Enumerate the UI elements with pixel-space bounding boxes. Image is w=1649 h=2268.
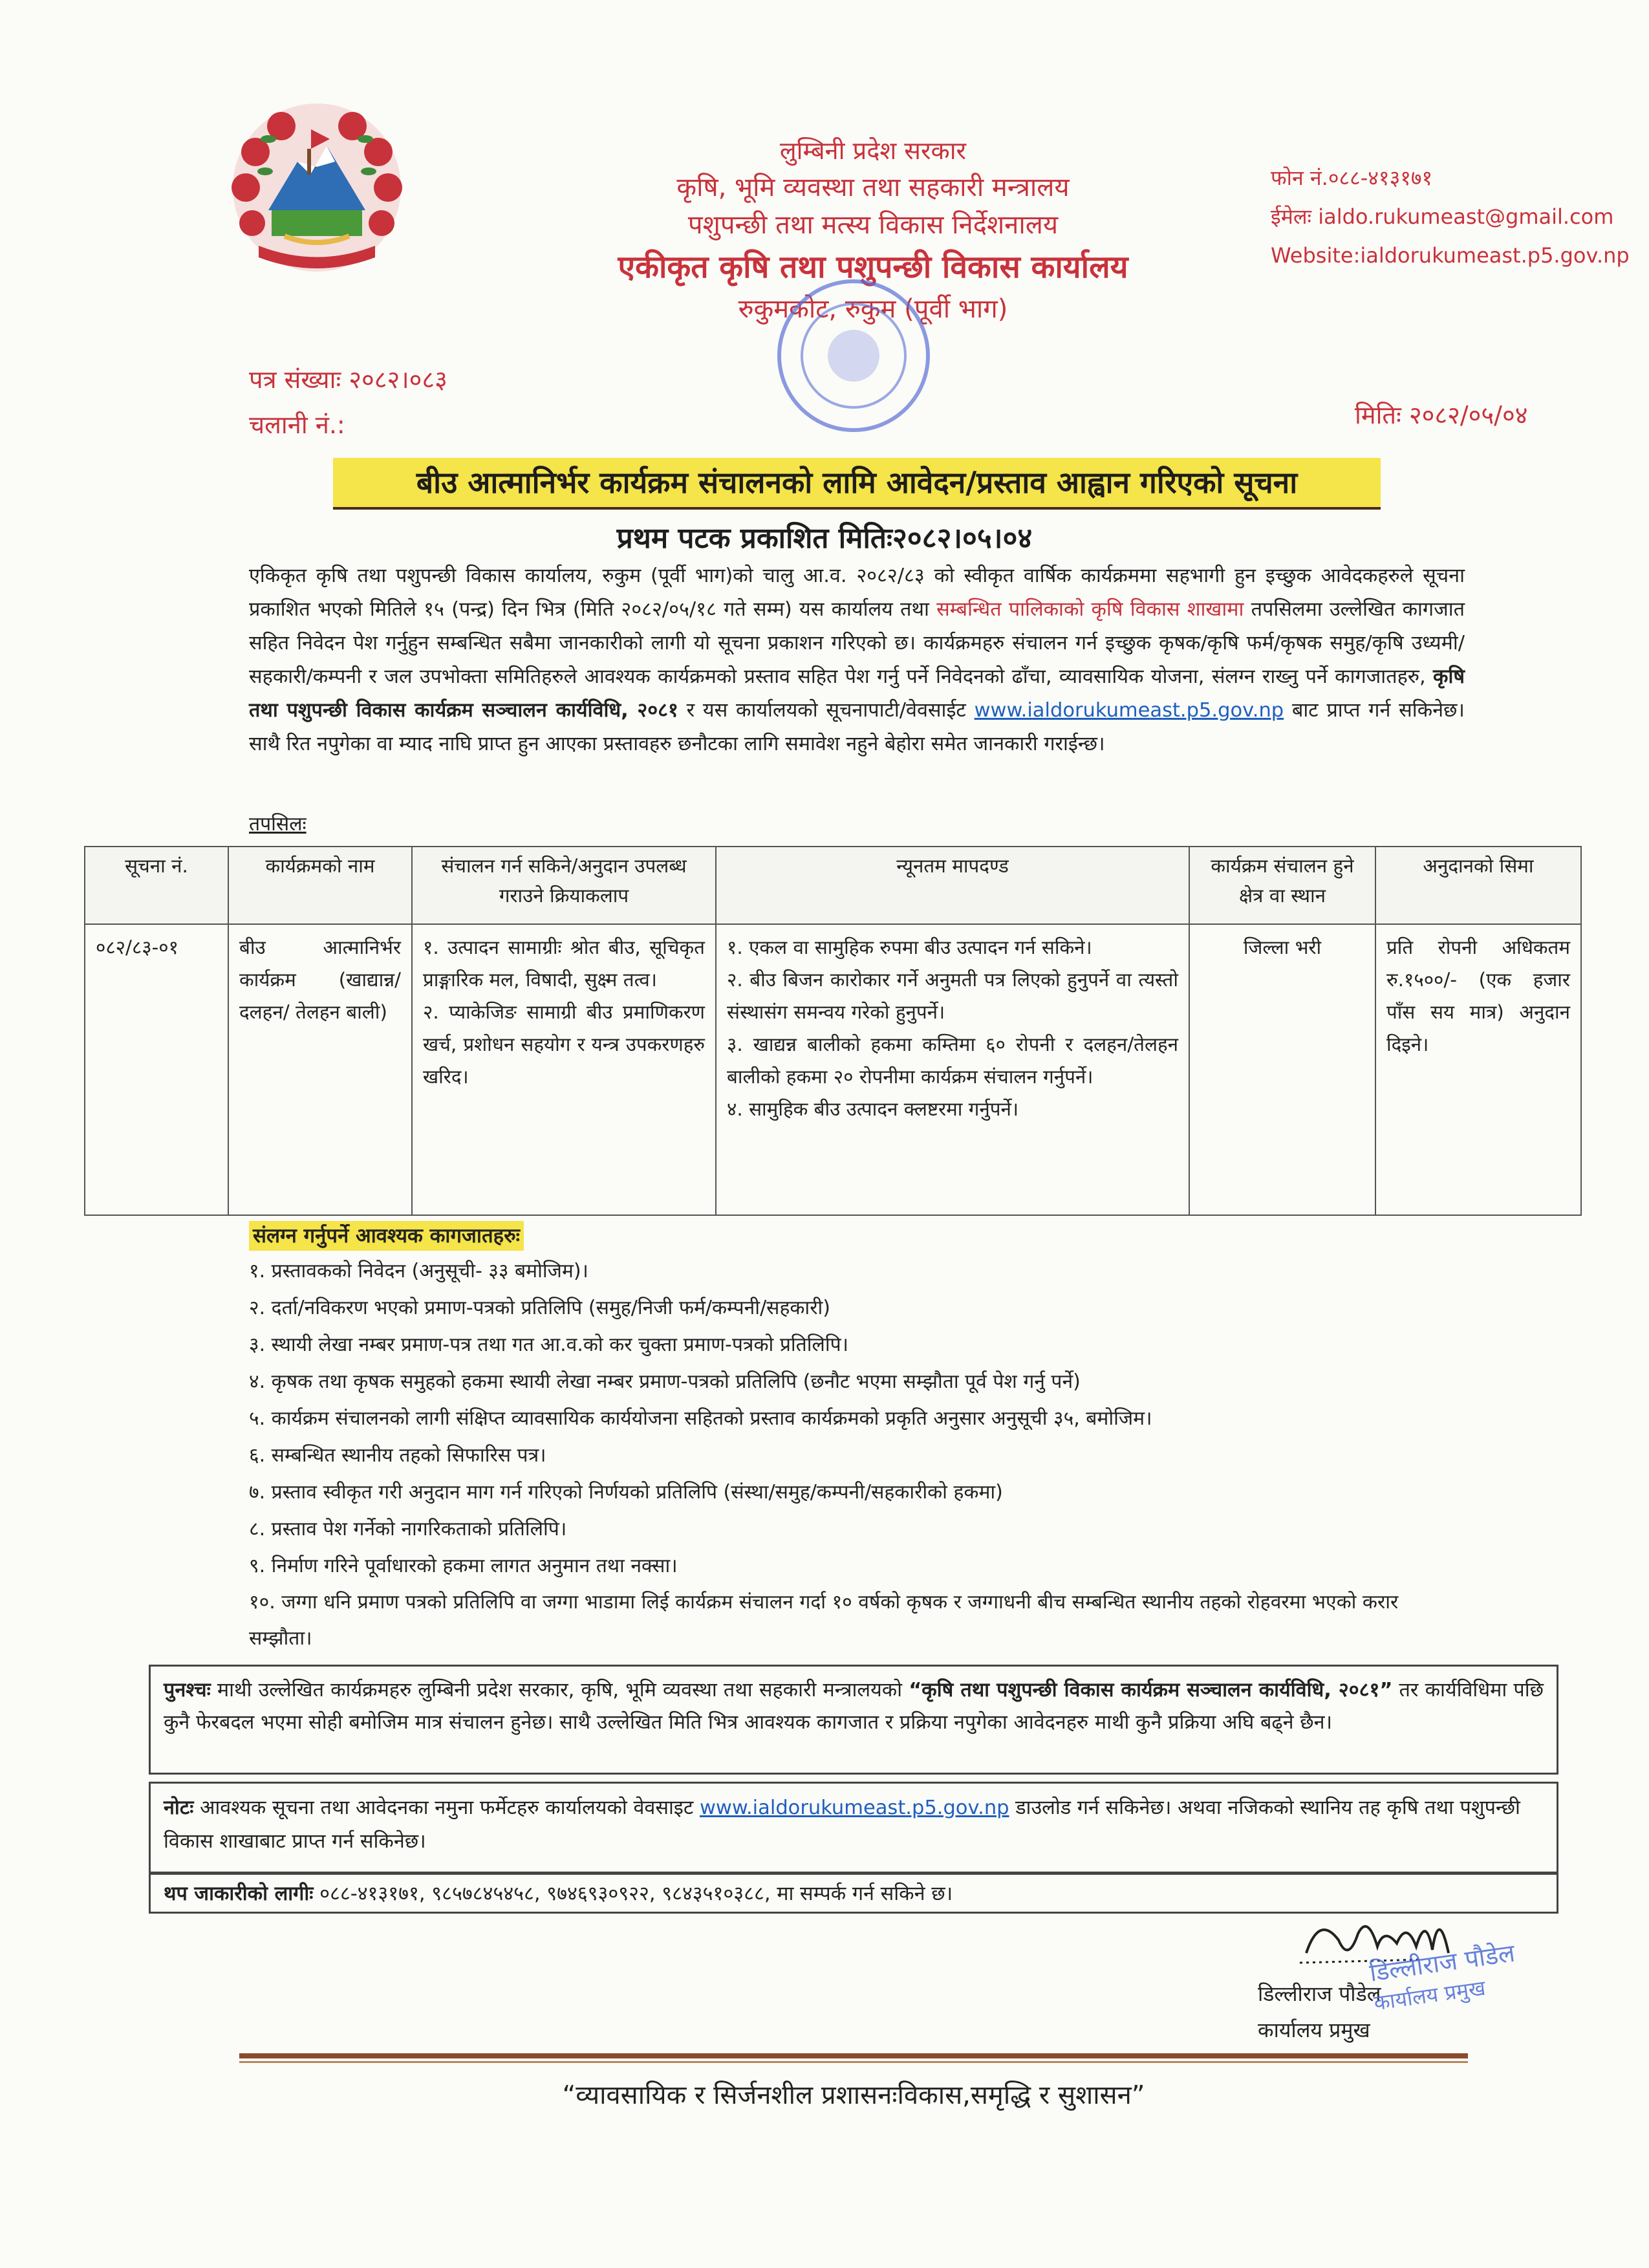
note-label: नोटः [164, 1797, 194, 1819]
letter-date: मितिः २०८२/०५/०४ [1355, 401, 1528, 429]
stamp-name: डिल्लीराज पौडेल [1368, 1938, 1517, 1987]
activities-cell [412, 924, 716, 1215]
more-info-phones: ०८८-४१३१७१, ९८५७८४५४५८, ९७४६९३०९२२, ९८४३५१०३८८, मा सम्पर्क गर्न सकिने छ। [313, 1883, 953, 1905]
table-header: कार्यक्रम संचालन हुने क्षेत्र वा स्थान [1189, 847, 1375, 924]
ministry-name: कृषि, भूमि व्यवस्था तथा सहकारी मन्त्रालय [676, 173, 1070, 202]
postscript-text-bold: “कृषि तथा पशुपन्छी विकास कार्यक्रम सञ्चालन कार्यविधि, २०८१” [909, 1679, 1393, 1701]
note-box [149, 1782, 1558, 1874]
body-text-red: सम्बन्धित पालिकाको कृषि विकास शाखामा [936, 598, 1244, 621]
criteria-cell [716, 924, 1189, 1215]
footer-divider-thin [239, 2061, 1468, 2063]
criteria-item: २. बीउ बिजन कारोकार गर्ने अनुमती पत्र लिएको हुनुपर्ने वा त्यस्तो संस्थासंग समन्वय गरेको हुनुपर्ने। [727, 969, 1178, 1023]
activity-item: १. उत्पादन सामाग्रीः श्रोत बीउ, सूचिकृत प्राङ्गारिक मल, विषादी, सुक्ष्म तत्व। [423, 936, 705, 991]
signatory-block [1258, 1976, 1381, 2048]
list-item: ६. सम्बन्धित स्थानीय तहको सिफारिस पत्र। [249, 1444, 546, 1467]
table-header: सूचना नं. [85, 847, 228, 924]
criteria-item: १. एकल वा सामुहिक रुपमा बीउ उत्पादन गर्न सकिने। [727, 936, 1092, 958]
list-item: ९. निर्माण गरिने पूर्वाधारको हकमा लागत अनुमान तथा नक्सा। [249, 1555, 678, 1577]
email-label: ईमेलः [1271, 204, 1312, 229]
office-location: रुकुमकोट, रुकुम (पूर्वी भाग) [738, 294, 1008, 324]
notice-number-cell: ०८२/८३-०१ [85, 924, 228, 1215]
table-header-row [85, 847, 1581, 924]
list-item: ३. स्थायी लेखा नम्बर प्रमाण-पत्र तथा गत आ.व.को कर चुक्ता प्रमाण-पत्रको प्रतिलिपि। [249, 1334, 849, 1356]
body-text-bold: कृषि तथा पशुपन्छी विकास कार्यक्रम सञ्चालन कार्यविधि, २०८१ [249, 665, 1465, 722]
postscript-label: पुनश्चः [164, 1679, 211, 1701]
contact-block [1271, 158, 1630, 275]
list-item: ५. कार्यक्रम संचालनको लागी संक्षिप्त व्यावसायिक कार्ययोजना सहितको प्रस्ताव कार्यक्रमको प्रकृति अनुसार अनुसूची ३५, बमोजिम। [249, 1407, 1152, 1430]
first-published-date: प्रथम पटक प्रकाशित मितिः२०८२।०५।०४ [616, 522, 1033, 555]
notice-body [249, 559, 1465, 761]
office-seal-stamp [737, 259, 970, 453]
note-text-a: आवश्यक सूचना तथा आवेदनका नमुना फर्मेटहरु कार्यालयको वेवसाइट [193, 1797, 700, 1819]
body-text-a: एकिकृत कृषि तथा पशुपन्छी विकास कार्यालय, रुकुम (पूर्वी भाग)को चालु आ.व. २०८२/८३ को स्वीकृत वार्षिक कार्यक्रममा सहभागी हुन इच्छुक आवेदकहरुले सूचना प्रकाशित भएको मितिले १५ (पन्द्र) दिन भित्र (मिति २०८२/०५/१८ गते सम्म) यस कार्यालय तथा [249, 565, 1465, 621]
directorate-name: पशुपन्छी तथा मत्स्य विकास निर्देशनालय [687, 210, 1059, 240]
signatory-title: कार्यालय प्रमुख [1258, 2018, 1370, 2042]
program-table [84, 846, 1582, 1216]
table-header: संचालन गर्न सकिने/अनुदान उपलब्ध गराउने क्रियाकलाप [412, 847, 716, 924]
list-item: ४. कृषक तथा कृषक समुहको हकमा स्थायी लेखा नम्बर प्रमाण-पत्रको प्रतिलिपि (छनौट भएमा सम्झौता पूर्व पेश गर्नु पर्ने) [249, 1370, 1081, 1393]
signatory-name: डिल्लीराज पौडेल [1258, 1982, 1381, 2006]
criteria-item: ४. सामुहिक बीउ उत्पादन क्लष्टरमा गर्नुपर्ने। [727, 1098, 1019, 1120]
body-website-link[interactable]: www.ialdorukumeast.p5.gov.np [974, 699, 1284, 722]
phone-number: फोन नं.०८८-४१३१७१ [1271, 166, 1433, 190]
activity-item: २. प्याकेजिङ सामाग्री बीउ प्रमाणिकरण खर्च, प्रशोधन सहयोग र यन्त्र उपकरणहरु खरिद। [423, 1001, 705, 1088]
notice-title: बीउ आत्मानिर्भर कार्यक्रम संचालनको लामि आवेदन/प्रस्ताव आह्वान गरिएको सूचना [333, 458, 1381, 510]
area-cell: जिल्ला भरी [1189, 924, 1375, 1215]
stamp-title: कार्यालय प्रमुख [1372, 1975, 1487, 2016]
criteria-item: ३. खाद्यन्न बालीको हकमा कम्तिमा ६० रोपनी र दलहन/तेलहन बालीको हकमा २० रोपनीमा कार्यक्रम संचालन गर्नुपर्ने। [727, 1033, 1178, 1088]
list-item: ७. प्रस्ताव स्वीकृत गरी अनुदान माग गर्न गरिएको निर्णयको प्रतिलिपि (संस्था/समुह/कम्पनी/सहकारीको हकमा) [249, 1481, 1003, 1504]
note-website-link[interactable]: www.ialdorukumeast.p5.gov.np [699, 1797, 1009, 1819]
email-row [1271, 197, 1630, 236]
list-item: ८. प्रस्ताव पेश गर्नेको नागरिकताको प्रतिलिपि। [249, 1518, 567, 1540]
more-info-label: थप जाकारीको लागीः [164, 1883, 314, 1905]
note-text-b: डाउलोड गर्न सकिनेछ। अथवा नजिकको स्थानिय तह कृषि तथा पशुपन्छी विकास शाखाबाट प्राप्त गर्न सकिनेछ। [164, 1797, 1520, 1853]
list-item: २. दर्ता/नविकरण भएको प्रमाण-पत्रको प्रतिलिपि (समुह/निजी फर्म/कम्पनी/सहकारी) [249, 1297, 830, 1319]
table-header: अनुदानको सिमा [1375, 847, 1581, 924]
postscript-text-b: तर कार्यविधिमा पछि कुनै फेरबदल भएमा सोही बमोजिम मात्र संचालन हुनेछ। साथै उल्लेखित मिति भित्र आवश्यक कागजात र प्रक्रिया नपुगेका आवेदनहरु माथी कुनै प्रक्रिया अघि बढ्ने छैन। [164, 1679, 1544, 1734]
province-government: लुम्बिनी प्रदेश सरकार [779, 136, 967, 165]
list-item: १०. जग्गा धनि प्रमाण पत्रको प्रतिलिपि वा जग्गा भाडामा लिई कार्यक्रम संचालन गर्दा १० वर्षको कृषक र जग्गाधनी बीच सम्बन्धित स्थानीय तहको रोहवरमा भएको करार सम्झौता। [249, 1591, 1399, 1650]
required-documents-list [249, 1253, 1465, 1657]
table-header: न्यूनतम मापदण्ड [716, 847, 1189, 924]
nepal-emblem-icon [220, 91, 414, 285]
postscript-text-a: माथी उल्लेखित कार्यक्रमहरु लुम्बिनी प्रदेश सरकार, कृषि, भूमि व्यवस्था तथा सहकारी मन्त्रालयको [210, 1679, 909, 1701]
office-name: एकीकृत कृषि तथा पशुपन्छी विकास कार्यालय [618, 249, 1128, 285]
grant-limit-cell: प्रति रोपनी अधिकतम रु.१५००/- (एक हजार पाँस सय मात्र) अनुदान दिइने। [1375, 924, 1581, 1215]
list-item: १. प्रस्तावकको निवेदन (अनुसूची- ३३ बमोजिम)। [249, 1260, 588, 1282]
required-documents-title: संलग्न गर्नुपर्ने आवश्यक कागजातहरुः [249, 1221, 524, 1251]
email-address[interactable]: ialdo.rukumeast@gmail.com [1318, 204, 1614, 229]
letter-number: पत्र संख्याः २०८२।०८३ [249, 365, 447, 394]
footer-slogan: “व्यावसायिक र सिर्जनशील प्रशासनःविकास,समृद्धि र सुशासन” [562, 2080, 1145, 2110]
body-text-b: तपसिलमा उल्लेखित कागजात सहित निवेदन पेश गर्नुहुन सम्बन्धित सबैमा जानकारीको लागी यो सूचना प्रकाशन गरिएको छ। कार्यक्रमहरु संचालन गर्न इच्छुक कृषक/कृषि फर्म/कृषक समुह/कृषि उध्यमी/सहकारी/कम्पनी र जल उपभोक्ता समितिहरुले आवश्यक कार्यक्रमको प्रस्ताव सहित पेश गर्नु पर्ने निवेदनको ढाँचा, व्यावसायिक योजना, संलग्न राख्नु पर्ने कागजातहरु, [249, 598, 1465, 688]
footer-divider [239, 2053, 1468, 2058]
dispatch-number: चलानी नं.: [249, 411, 345, 439]
body-text-c: र यस कार्यालयको सूचनापाटी/वेवसाईट [678, 699, 975, 722]
postscript-box [149, 1665, 1558, 1775]
program-name-cell: बीउ आत्मानिर्भर कार्यक्रम (खाद्यान्न/दलहन/ तेलहन बाली) [228, 924, 412, 1215]
table-row [85, 924, 1581, 1215]
body-text-d: बाट प्राप्त गर्न सकिनेछ। साथै रित नपुगेका वा म्याद नाघि प्राप्त हुन आएका प्रस्तावहरु छनौटका लागि समावेश नहुने बेहोरा समेत जानकारी गराईन्छ। [249, 699, 1465, 755]
schedule-label: तपसिलः [249, 813, 307, 836]
table-header: कार्यक्रमको नाम [228, 847, 412, 924]
website[interactable]: Website:ialdorukumeast.p5.gov.np [1271, 243, 1630, 268]
